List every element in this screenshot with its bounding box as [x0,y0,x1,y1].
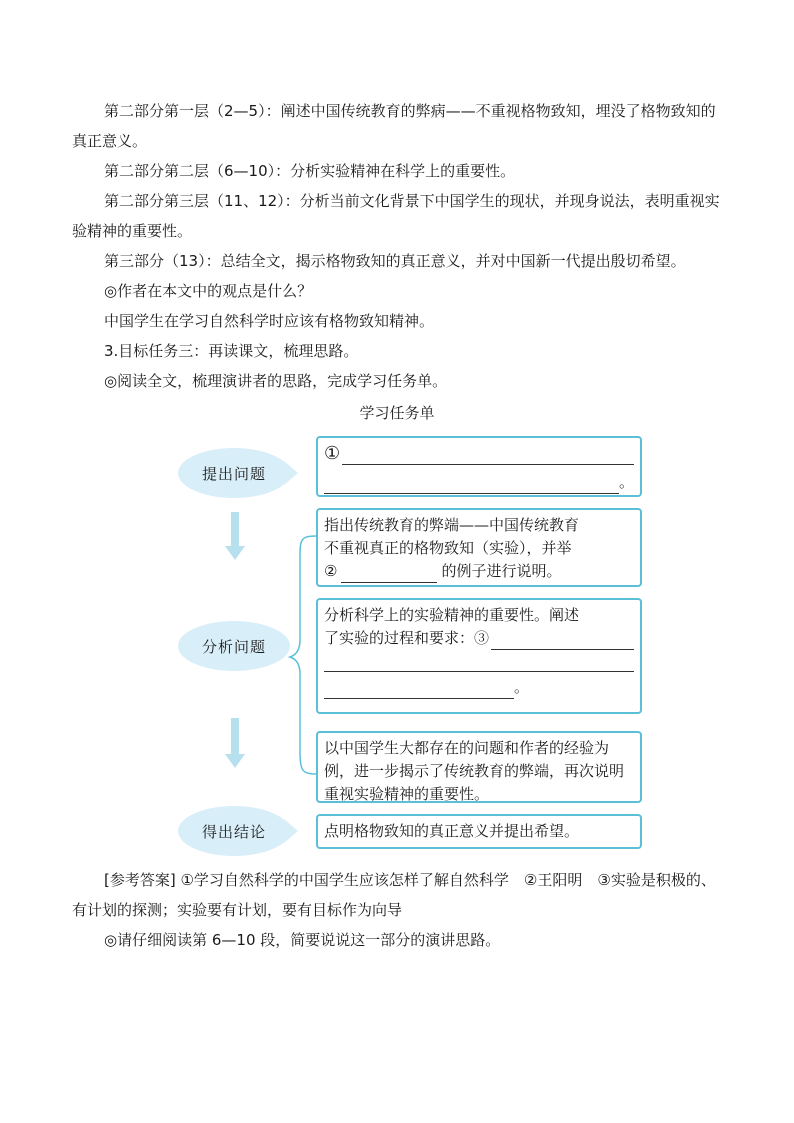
reference-answer: [参考答案] ①学习自然科学的中国学生应该怎样了解自然科学 ②王阳明 ③实验是积极的、有计划的探测；实验要有计划，要有目标作为向导 [72,871,716,919]
box-text-line: 不重视真正的格物致知（实验），并举 [324,539,572,557]
down-arrow-icon [225,718,245,768]
paragraph-part2-layer1: 第二部分第一层（2—5）：阐述中国传统教育的弊病——不重视格物致知，埋没了格物致知的真正意义。 [72,102,716,150]
task-three-instruction: ◎阅读全文，梳理演讲者的思路，完成学习任务单。 [104,372,448,390]
period: 。 [618,473,634,491]
stage-oval-raise-question [178,448,290,498]
paragraph-part2-layer2: 第二部分第二层（6—10）：分析实验精神在科学上的重要性。 [104,162,516,180]
worksheet-box-question [316,436,642,497]
worksheet-box-tradition-flaw [316,508,642,587]
worksheet-box-experiment [316,598,642,714]
question-viewpoint: ◎作者在本文中的观点是什么？ [104,282,313,300]
oval-pointer-icon [284,819,298,843]
answer-viewpoint: 中国学生在学习自然科学时应该有格物致知精神。 [104,312,435,330]
box-text-tail: 的例子进行说明。 [441,562,562,580]
final-question: ◎请仔细阅读第 6—10 段，简要说说这一部分的演讲思路。 [104,931,501,949]
oval-pointer-icon [284,461,298,485]
answer-blank-3-line3[interactable] [324,683,514,699]
answer-blank-1[interactable] [342,449,634,465]
stage-oval-analyze-question [178,621,290,671]
answer-blank-1-continued[interactable] [324,478,619,494]
blank-marker-1: ① [324,443,341,464]
stage-oval-conclusion [178,806,290,856]
stage-label: 提出问题 [201,464,266,483]
stage-label: 分析问题 [201,637,266,656]
answer-blank-3-line2[interactable] [324,653,634,672]
down-arrow-icon [225,512,245,560]
box-text-line: 指出传统教育的弊端——中国传统教育 [324,516,580,534]
period: 。 [514,678,530,696]
blank-marker-2: ② [324,562,338,580]
box-text: 以中国学生大都存在的问题和作者的经验为例，进一步揭示了传统教育的弊端，再次说明重视实验精神的重要性。 [324,739,625,803]
box-text-line: 了实验的过程和要求：③ [324,629,490,647]
worksheet-box-conclusion [316,814,642,849]
worksheet-box-example [316,731,642,803]
paragraph-part3: 第三部分（13）：总结全文，揭示格物致知的真正意义，并对中国新一代提出殷切希望。 [104,252,686,270]
answer-blank-3[interactable] [491,634,634,650]
stage-label: 得出结论 [201,822,266,841]
box-text-line: 分析科学上的实验精神的重要性。阐述 [324,606,580,624]
box-text: 点明格物致知的真正意义并提出希望。 [324,822,580,840]
answer-blank-2[interactable] [341,567,437,583]
task-three-heading: 3.目标任务三：再读课文，梳理思路。 [104,342,359,360]
curly-brace [290,536,316,774]
paragraph-part2-layer3: 第二部分第三层（11、12）：分析当前文化背景下中国学生的现状，并现身说法，表明重视实验精神的重要性。 [72,192,720,240]
worksheet-title: 学习任务单 [359,404,435,422]
